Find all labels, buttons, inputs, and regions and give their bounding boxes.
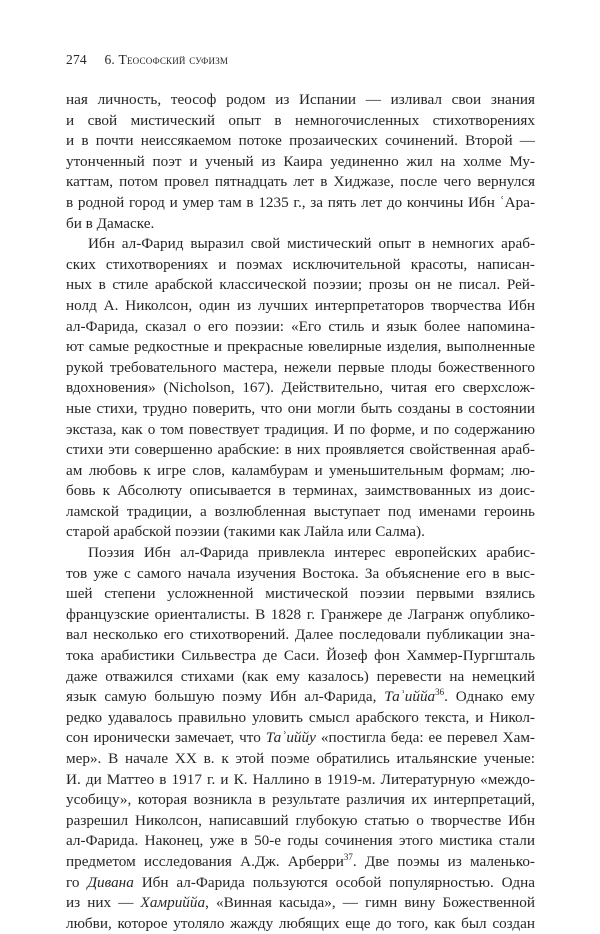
text-line: би в Дамаске.: [66, 214, 155, 232]
text-line: ам любовь к игре слов, каламбурам и уменьшительным формам; лю-: [66, 461, 535, 479]
italic-term: Хамриййа: [140, 894, 206, 912]
text-line: из них — Хамриййа, «Винная касыда», — гимн вину Божественной: [66, 894, 535, 912]
text-line: ских стихотворениях и поэмах исключительной красоты, написан-: [66, 255, 535, 273]
text-line: старой арабской поэзии (такими как Лайла или Салма).: [66, 523, 425, 541]
text-line: и в почти неиссякаемом потоке прозаических сочинений. Второй —: [66, 132, 535, 150]
text-line: утонченный поэт и ученый из Каира уединенно жил на холме Му-: [66, 152, 535, 170]
text-line: даже отважился стихами (как ему казалось) перевести на немецкий: [66, 667, 535, 685]
text-line: усобицу», которая возникла в результате различия их интерпретаций,: [66, 791, 535, 809]
text-line: мер». В начале XX в. к этой поэме обратились итальянские ученые:: [66, 750, 535, 767]
italic-term: Дивана: [87, 873, 134, 891]
text-line: в родной город и умер там в 1235 г., за пять лет до кончины Ибн ʿАра-: [66, 193, 535, 211]
text-line: го Дивана Ибн ал-Фарида пользуются особой популярностью. Одна: [66, 873, 536, 891]
text-line: вдохновения» (Nicholson, 167). Действительно, читая его сверхслож-: [66, 379, 535, 397]
paragraph: [66, 90, 535, 234]
text-line: ал-Фарида, сказал о его поэзии: «Его стиль и язык более напомина-: [66, 317, 535, 335]
text-line: язык самую большую поэму Ибн ал-Фарида, Таʾиййа$^{36}$. Однако ему: [66, 687, 535, 706]
text-line: вал несколько его стихотворений. Далее последовали публикации зна-: [66, 626, 535, 644]
italic-term: Таʾиййу: [265, 729, 316, 747]
text-line: любви, которое утоляло жажду любящих еще до того, как был создан: [66, 914, 535, 932]
text-line: французские ориенталисты. В 1828 г. Гранжере де Лагранж опублико-: [66, 605, 535, 623]
text-line: И. ди Маттео в 1917 г. и К. Наллино в 1919-м. Литературную «междо-: [66, 770, 535, 788]
paragraph: [66, 234, 535, 543]
text-line: ал-Фарида. Наконец, уже в 50-е годы сочинения этого мистика стали: [66, 832, 535, 850]
text-line: сон иронически замечает, что Таʾиййу «постигла беда: ее перевел Хам-: [66, 729, 535, 747]
text-line: и свой мистический опыт в немногочисленных стихотворениях: [66, 111, 535, 129]
text-line: шей степени усложненной мистической поэзии первыми взялись: [66, 585, 535, 603]
text-line: предметом исследования А.Дж. Арберри$^{37}$. Две поэмы из маленько-: [66, 851, 535, 870]
text-line: стихи эти совершенно арабские: в них проявляется свойственная араб-: [66, 441, 535, 459]
text-line: бовь к Абсолюту описывается в терминах, заимствованных из доис-: [66, 482, 535, 500]
running-header: [66, 52, 228, 68]
text-line: Поэзия Ибн ал-Фарида привлекла интерес европейских арабис-: [88, 544, 535, 562]
text-line: тов уже с самого начала изучения Востока. За объяснение его в выс-: [66, 564, 535, 582]
text-line: ная личность, теософ родом из Испании — изливал свои знания: [66, 91, 535, 108]
text-line: Ибн ал-Фарид выразил свой мистический опыт в немногих араб-: [88, 235, 535, 253]
page-number: 274: [66, 52, 87, 67]
italic-term: Таʾиййа: [384, 688, 436, 706]
text-line: тока арабистики Сильвестра де Саси. Йозеф фон Хаммер-Пургшталь: [66, 647, 535, 665]
footnote-ref: 37: [343, 851, 353, 862]
body-text: [66, 90, 535, 934]
text-line: ламской традиции, а возлюбленная выступает под именами героинь: [66, 502, 535, 520]
text-line: ют самые редкостные и прекрасные ювелирные изделия, выполненные: [66, 338, 535, 356]
text-line: рукой требовательного мастера, нежели первые плоды божественного: [66, 358, 535, 376]
text-line: редко удавалось правильно уловить смысл арабского текста, и Никол-: [66, 708, 535, 726]
text-line: каттам, потом провел пятнадцать лет в Хиджазе, после чего вернулся: [66, 173, 535, 191]
paragraph: [66, 543, 535, 934]
footnote-ref: 36: [435, 687, 445, 698]
chapter-title: 6. Теософский суфизм: [104, 52, 229, 67]
text-line: ные стихи, трудно поверить, что они могли быть созданы в состоянии: [66, 399, 535, 417]
text-line: разрешил Николсон, написавший глубокую статью о творчестве Ибн: [66, 811, 535, 829]
text-line: нолд А. Николсон, один из лучших интерпретаторов творчества Ибн: [66, 296, 535, 314]
text-line: ных в стиле арабской классической поэзии; прозы он не писал. Рей-: [66, 276, 535, 294]
text-line: экстаза, как о том повествует традиция. И по форме, и по содержанию: [66, 420, 535, 438]
